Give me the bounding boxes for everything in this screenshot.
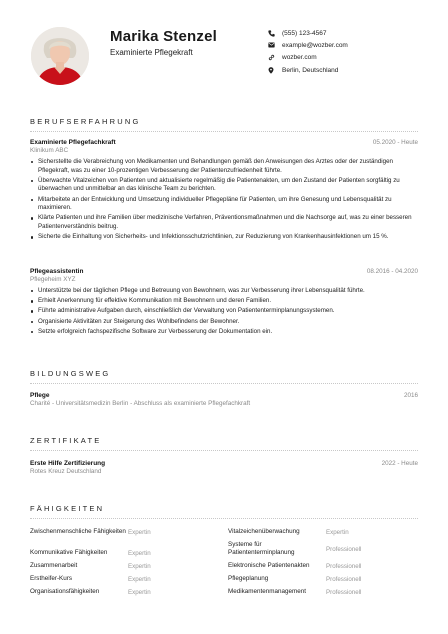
list-item: Mitarbeitete an der Entwicklung und Umsetzung individueller Pflegepläne für Patienten, um ihre Genesung und Lebensqualität zu maximieren.	[30, 196, 418, 213]
location-pin-icon	[268, 66, 280, 75]
contact-website-text[interactable]: wozber.com	[282, 54, 317, 62]
section-title-skills: FÄHIGKEITEN	[30, 504, 105, 513]
list-item: Erhielt Anerkennung für effektive Kommunikation mit Bewohnern und deren Familien.	[30, 297, 418, 306]
section-certificates	[30, 436, 418, 451]
certificate-date: 2022 - Heute	[381, 460, 418, 467]
skill-name: Zwischenmenschliche Fähigkeiten	[30, 528, 126, 535]
skill-level: Professionell	[326, 545, 362, 553]
contact-website	[268, 52, 438, 64]
bullet-dot	[31, 310, 33, 312]
bullet-dot	[31, 161, 33, 163]
contact-email	[268, 39, 438, 51]
skill-item	[30, 549, 151, 557]
skill-item	[228, 575, 361, 583]
skill-item	[30, 562, 151, 570]
certificate-entry	[30, 460, 418, 475]
degree-title: Pflege	[30, 392, 50, 399]
section-divider	[30, 131, 418, 132]
contact-phone	[268, 27, 438, 39]
skill-item	[30, 575, 151, 583]
resume-header	[0, 0, 448, 100]
bullet-dot	[31, 290, 33, 292]
certificate-title: Erste Hilfe Zertifizierung	[30, 460, 106, 467]
skill-name: Kommunikative Fähigkeiten	[30, 549, 108, 556]
job-employer: Pflegeheim XYZ	[30, 276, 76, 283]
job-dates: 08.2016 - 04.2020	[366, 268, 418, 275]
contact-location-text: Berlin, Deutschland	[282, 66, 339, 74]
bullet-dot	[31, 217, 33, 219]
skill-level: Professionell	[326, 575, 362, 583]
list-item: Sicherstellte die Verabreichung von Medikamenten und Behandlungen gemäß den Anweisungen des Arztes oder der zuständigen Pflegekraft, was zu einer 10-prozentigen Verbesserung der Patientenzufriedenheit führte.	[30, 158, 418, 175]
experience-entry-1	[30, 139, 418, 243]
contact-location	[268, 64, 438, 76]
list-item: Überwachte Vitalzeichen von Patienten und aktualisierte regelmäßig die Patientenakten, um den Zustand der Patienten sorgfältig zu überwachen und unmittelbar an das klinische Team zu berichten.	[30, 177, 418, 194]
skill-name: Systeme für Patiententerminplanung	[228, 541, 295, 556]
job-bullets	[30, 158, 418, 242]
education-date: 2016	[403, 392, 418, 399]
job-title: Pflegeassistentin	[30, 268, 84, 275]
bullet-dot	[31, 180, 33, 182]
experience-entry-2	[30, 268, 418, 338]
section-experience	[30, 117, 418, 132]
list-item: Unterstützte bei der täglichen Pflege und Betreuung von Bewohnern, was zur Verbesserung ihrer Lebensqualität führte.	[30, 287, 418, 296]
skill-name: Zusammenarbeit	[30, 562, 78, 569]
skill-item	[30, 528, 151, 536]
skill-level: Professionell	[326, 588, 362, 596]
section-title-experience: BERUFSERFAHRUNG	[30, 117, 141, 126]
bullet-dot	[31, 300, 33, 302]
skill-item	[228, 528, 349, 536]
list-item: Sicherte die Einhaltung von Sicherheits- und Infektionsschutzrichtlinien, zur Reduzierung von Krankenhausinfektionen um 15 %.	[30, 233, 418, 242]
contact-phone-text: (555) 123-4567	[282, 29, 327, 37]
avatar	[31, 27, 89, 85]
list-item: Klärte Patienten und ihre Familien über medizinische Verfahren, Präventionsmaßnahmen und die Nachsorge auf, was zu einer besseren Patientenverständnis beitrug.	[30, 214, 418, 231]
candidate-name: Marika Stenzel	[110, 28, 218, 45]
skill-name: Elektronische Patientenakten	[228, 562, 310, 569]
section-title-certificates: ZERTIFIKATE	[30, 436, 102, 445]
section-divider	[30, 383, 418, 384]
education-institution: Charité - Universitätsmedizin Berlin - Abschluss als examinierte Pflegefachkraft	[30, 400, 251, 407]
list-item: Organisierte Aktivitäten zur Steigerung des Wohlbefindens der Bewohner.	[30, 318, 418, 327]
skill-name: Organisationsfähigkeiten	[30, 588, 100, 595]
skill-name: Erstheifer-Kurs	[30, 575, 72, 582]
job-bullets	[30, 287, 418, 336]
skill-level: Professionell	[326, 562, 362, 570]
skill-name: Pflegeplanung	[228, 575, 269, 582]
section-title-education: BILDUNGSWEG	[30, 369, 111, 378]
education-entry	[30, 392, 418, 407]
job-employer: Klinikum ABC	[30, 147, 69, 154]
mail-icon	[268, 41, 280, 50]
skill-item	[228, 588, 361, 596]
bullet-dot	[31, 236, 33, 238]
skill-level: Expertin	[128, 549, 151, 557]
skill-level: Expertin	[128, 588, 151, 596]
bullet-dot	[31, 199, 33, 201]
certificate-issuer: Rotes Kreuz Deutschland	[30, 468, 102, 475]
bullet-dot	[31, 331, 33, 333]
skill-level: Expertin	[128, 575, 151, 583]
list-item: Setzte erfolgreich fachspezifische Software zur Verbesserung der Dokumentation ein.	[30, 328, 418, 337]
skill-item	[228, 562, 361, 570]
list-item: Führte administrative Aufgaben durch, einschließlich der Verwaltung von Patiententerminplanungssystemen.	[30, 307, 418, 316]
skill-item	[228, 541, 361, 557]
skill-name: Medikamentenmanagement	[228, 588, 307, 595]
section-divider	[30, 450, 418, 451]
skill-level: Expertin	[326, 528, 349, 536]
job-title: Examinierte Pflegefachkraft	[30, 139, 116, 146]
contact-email-text[interactable]: example@wozber.com	[282, 41, 348, 49]
section-divider	[30, 518, 418, 519]
job-dates: 05.2020 - Heute	[372, 139, 418, 146]
link-icon	[268, 53, 280, 62]
contact-list	[268, 27, 438, 76]
section-skills	[30, 504, 418, 519]
skill-level: Expertin	[128, 562, 151, 570]
section-education	[30, 369, 418, 384]
bullet-dot	[31, 321, 33, 323]
skill-item	[30, 588, 151, 596]
phone-icon	[268, 29, 280, 38]
avatar-photo	[31, 27, 89, 85]
skill-name: Vitalzeichenüberwachung	[228, 528, 300, 535]
skill-level: Expertin	[128, 528, 151, 536]
candidate-title: Examinierte Pflegekraft	[110, 48, 193, 57]
